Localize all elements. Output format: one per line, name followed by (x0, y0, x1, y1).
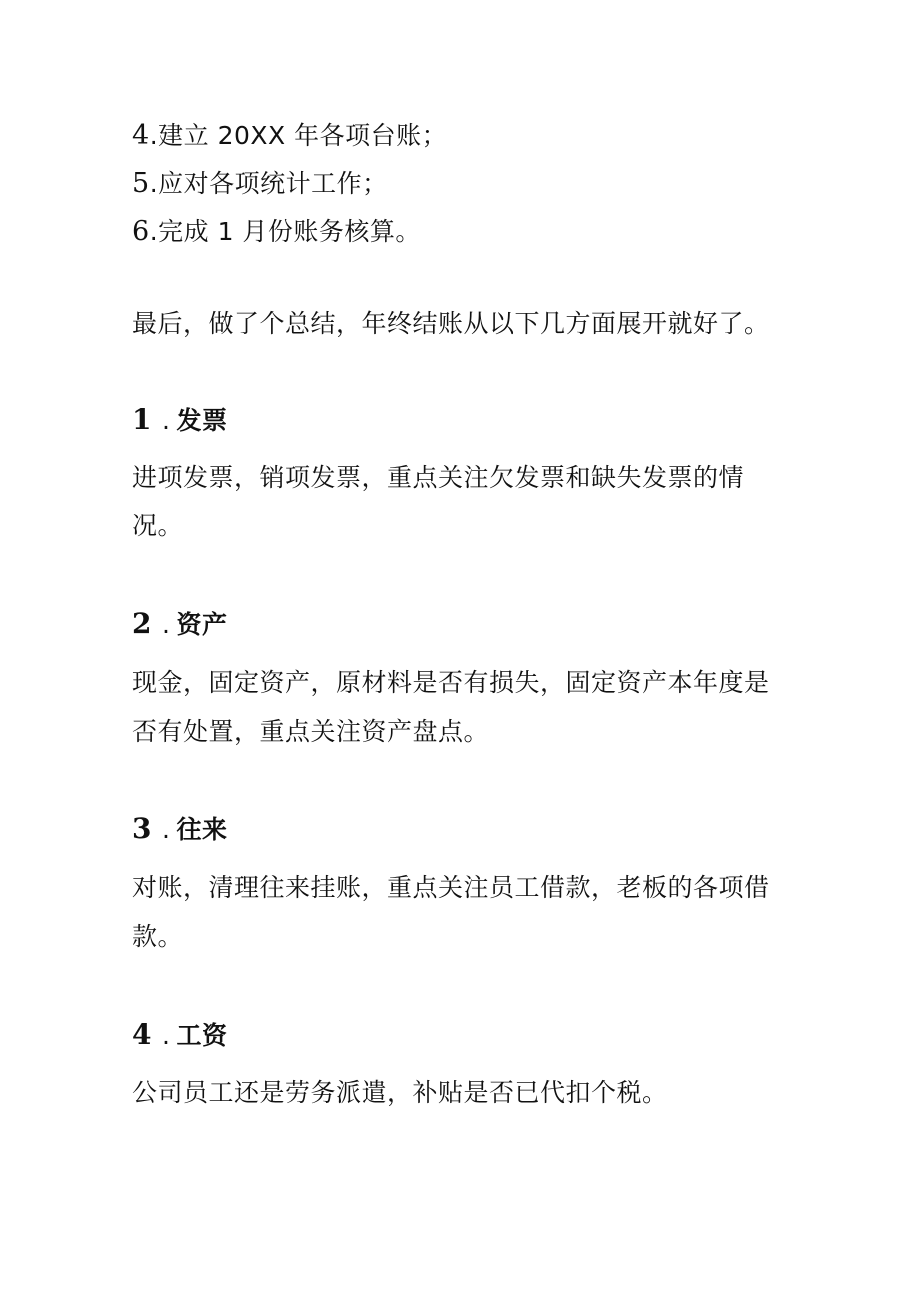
section-title: 发票 (176, 406, 228, 435)
section-body-line: 进项发票，销项发票，重点关注欠发票和缺失发票的情 (132, 463, 745, 492)
section-heading-accounts (132, 813, 227, 846)
section-body-line: 对账，清理往来挂账，重点关注员工借款，老板的各项借 (132, 873, 770, 902)
section-heading-assets (132, 608, 227, 641)
section-heading-salary (132, 1019, 227, 1052)
section-number: 2 (132, 607, 152, 640)
section-number: 3 (132, 812, 152, 845)
section-title: 工资 (176, 1021, 228, 1050)
section-body-line: 公司员工还是劳务派遣，补贴是否已代扣个税。 (132, 1078, 668, 1107)
section-body-line: 否有处置，重点关注资产盘点。 (132, 717, 490, 746)
list-item (132, 120, 447, 152)
section-dot: . (161, 1021, 171, 1050)
section-number: 4 (132, 1018, 152, 1051)
list-item-text: .完成 1 月份账务核算。 (149, 217, 421, 246)
list-item-number: 5 (132, 168, 150, 199)
list-item (132, 216, 421, 248)
section-dot: . (161, 610, 171, 639)
section-body-line: 况。 (132, 511, 184, 540)
section-dot: . (161, 406, 171, 435)
section-body-line: 款。 (132, 922, 184, 951)
section-body-line: 现金，固定资产，原材料是否有损失，固定资产本年度是 (132, 668, 770, 697)
section-dot: . (161, 815, 171, 844)
list-item-number: 6 (132, 216, 150, 247)
list-item-text: .建立 20XX 年各项台账； (149, 121, 448, 150)
list-item-text: .应对各项统计工作； (149, 169, 388, 198)
section-number: 1 (132, 403, 152, 436)
list-item-number: 4 (132, 120, 150, 151)
list-item (132, 168, 388, 200)
summary-paragraph: 最后，做了个总结，年终结账从以下几方面展开就好了。 (132, 309, 770, 338)
section-title: 资产 (176, 610, 228, 639)
section-title: 往来 (176, 815, 228, 844)
section-heading-invoice (132, 404, 227, 437)
